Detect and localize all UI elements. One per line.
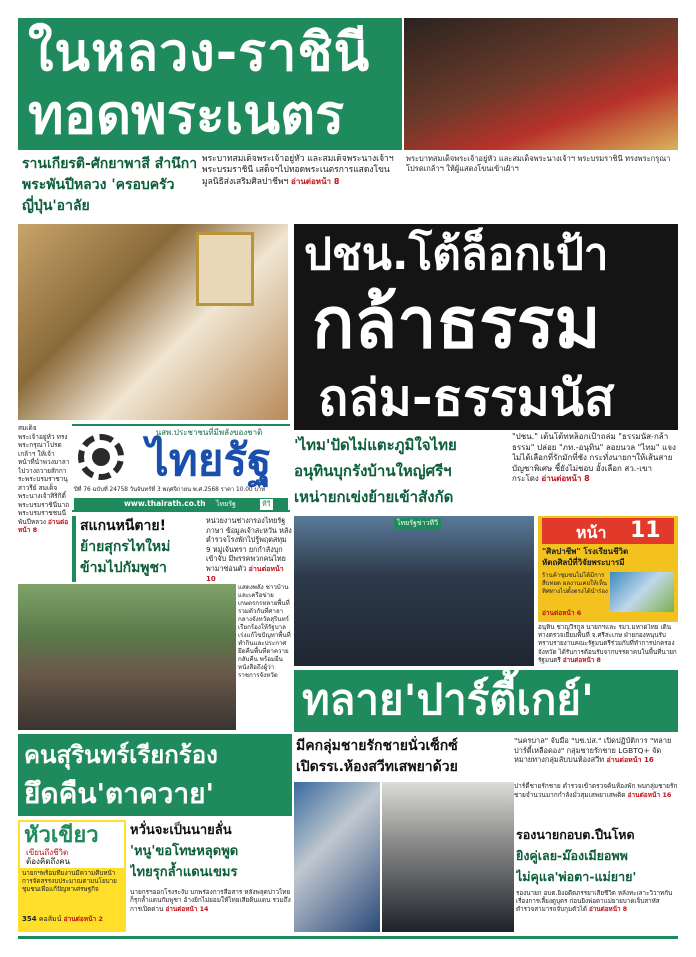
promo-crafts-photo bbox=[610, 572, 674, 612]
column-byline: ต้องคิดถึงคน bbox=[26, 857, 71, 866]
masthead-dateline: ปีที่ 76 ฉบับที่ 24758 วันจันทร์ที่ 3 พฤศจิกายน พ.ศ.2568 ราคา 10.00 บาท bbox=[74, 487, 266, 493]
column-more-link[interactable]: อ่านต่อหน้า 2 bbox=[63, 915, 103, 923]
royal-caption-text: พระบาทสมเด็จพระเจ้าอยู่หัว และสมเด็จพระนางเจ้าฯ พระบรมราชินี เสด็จฯไปทอดพระเนตรการแสดงโขนมูลนิธิส่งเสริมศิลปาชีพฯ bbox=[202, 154, 394, 187]
promo-note: ร้านค้าชุมชนไม่ได้มีการสืบทอด ผลงานเคยให้เห็นทิศทางไปตั้งตรงได้นำร่อง bbox=[542, 572, 608, 595]
protest-crowd-photo bbox=[18, 584, 236, 730]
protest-headline-line2: ยึดคืน'ตาควาย' bbox=[24, 777, 215, 810]
gay-party-caption-text: "นครบาล" จับมือ "บช.ปส." เปิดปฏิบัติการ "ทลายปาร์ตี้เหลือดอง" กลุ่มชายรักชาย LGBTQ+ จัดหมายทางกลุ่มลับบนห้องสวีท bbox=[514, 736, 672, 765]
promo-line2: หัตถศิลป์ที่วิจัยพระบารมี bbox=[542, 558, 625, 567]
gay-more-link[interactable]: อ่านต่อหน้า 16 bbox=[606, 756, 654, 765]
masthead-website[interactable]: www.thairath.co.th bbox=[124, 499, 206, 508]
royal-more-link[interactable]: อ่านต่อหน้า 8 bbox=[291, 177, 340, 186]
khon-photo-caption-text: พระบาทสมเด็จพระเจ้าอยู่หัว และสมเด็จพระนางเจ้าฯ พระบรมราชินี ทรงพระกรุณาโปรดเกล้าฯ ให้ผู้แสดงโขนเข้าเฝ้าฯ bbox=[406, 154, 671, 173]
promo-line1: "ศิลปาชีพ" โรงเรียนชีวิต bbox=[542, 547, 629, 556]
masthead-logo-gear-icon bbox=[78, 434, 124, 480]
royal-subhead: รานเกียรติ-ศักยาพาสี สำนึกาพระพันปีหลวง 'ครอบครัวญี่ปุ่น'อาลัย bbox=[22, 156, 198, 214]
promo-label-text: หน้า bbox=[576, 523, 607, 542]
hun-headline-line3: ไทยรุกล้ำแดนเขมร bbox=[130, 865, 238, 880]
masthead-name: ไทยรัฐ bbox=[146, 435, 272, 486]
politics-subhead-line3: เหน่ายกเข่งย้ายเข้าสังกัด bbox=[294, 488, 454, 506]
masthead-tagline: นสพ.ประชาชนที่มีพลังของชาติ bbox=[155, 428, 263, 437]
party-raid-photo bbox=[294, 782, 380, 932]
hun-more-link[interactable]: อ่านต่อหน้า 14 bbox=[165, 904, 209, 913]
masthead-tv-badge: ทีวี bbox=[262, 500, 271, 508]
column-title: หัวเขียว bbox=[24, 823, 99, 848]
hun-story-headline bbox=[130, 820, 292, 886]
royal-caption bbox=[202, 154, 402, 220]
press-more-link[interactable]: อ่านต่อหน้า 8 bbox=[562, 656, 601, 664]
promo-more-link[interactable]: อ่านต่อหน้า 6 bbox=[542, 609, 582, 617]
wreath-caption-text: สมเด็จพระเจ้าอยู่หัว ทรงพระกรุณาโปรดเกล้าฯ ให้เจ้าหน้าที่นำพวงมาลาไปวางถวายสักการะพระบรมราชานุสาวรีย์ สมเด็จพระนางเจ้าสิริกิติ์ พระบรมราชินีนาถ พระบรมราชชนนีพันปีหลวง bbox=[18, 424, 70, 526]
fire-story-caption bbox=[206, 516, 292, 582]
politics-headline-line1: ปชน.โต้ล็อกเป้า bbox=[304, 229, 609, 280]
politics-headline-box bbox=[294, 224, 678, 430]
column-text: นายกฯพร้อมทีมงานมีความคืบหน้าการจัดสรรงบประมาณตามนโยบายชุมชนเพื่อแก้ปัญหาเศรษฐกิจ bbox=[22, 870, 117, 894]
police-headline-line2: ยิงคู่เลย-ม๊องเมียอพพ bbox=[516, 848, 628, 863]
party-more-link[interactable]: อ่านต่อหน้า 16 bbox=[627, 790, 672, 799]
gay-subhead-line2: เปิดรรเ.ห้องสวีทเสพยาด้วย bbox=[296, 759, 458, 775]
politics-more-link[interactable]: อ่านต่อหน้า 8 bbox=[541, 474, 590, 483]
column-header bbox=[20, 822, 124, 868]
press-conference-photo bbox=[294, 516, 534, 666]
royal-headline-box bbox=[18, 18, 402, 150]
masthead bbox=[72, 424, 290, 512]
hun-headline-line2: 'หนู'ขอโทษหลุดพูด bbox=[130, 844, 239, 859]
fire-headline-line2: ย้ายสุกรไทใหม่ bbox=[80, 539, 171, 555]
protest-headline-line1: คนสุรินทร์เรียกร้อง bbox=[24, 741, 218, 769]
column-box[interactable] bbox=[18, 820, 126, 932]
fire-more-link[interactable]: อ่านต่อหน้า 10 bbox=[206, 564, 284, 582]
gay-party-headline: ทลาย'ปาร์ตี้เกย์' bbox=[302, 675, 594, 724]
column-count: 354 bbox=[22, 915, 37, 923]
khon-photo-caption bbox=[406, 154, 678, 220]
fire-headline-line3: ข้ามไปกัมพูชา bbox=[80, 560, 167, 576]
fire-story-headline bbox=[72, 516, 202, 582]
politics-caption bbox=[512, 432, 678, 514]
protest-caption bbox=[238, 584, 292, 730]
gay-party-headline-box bbox=[294, 670, 678, 732]
gay-party-caption bbox=[514, 736, 678, 780]
gay-subhead-line1: มีคกลุ่มชายรักชายนั่วเซ็กซ์ bbox=[296, 738, 458, 754]
masthead-website-row bbox=[74, 498, 288, 510]
protest-caption-text: แสดงพลัง ชาวบ้านและเครือข่ายเกษตรกรหลายพื้นที่รวมตัวกันที่ศาลากลางจังหวัดสุรินทร์ เรียกร้องให้รัฐบาลเร่งแก้ไขปัญหาพื้นที่ทำกินและประกาศยึดคืนพื้นที่ตาควายกลับคืน พร้อมยืนหนังสือถึงผู้ว่าราชการจังหวัด bbox=[238, 584, 291, 679]
protest-headline-box bbox=[18, 734, 292, 816]
royal-headline-line1: ในหลวง-ราชินี bbox=[28, 23, 371, 83]
politics-subhead bbox=[294, 432, 506, 514]
masthead-web-note: ไทยรัฐ bbox=[216, 500, 236, 508]
press-photo-caption bbox=[538, 624, 678, 668]
politics-subhead-line1: 'ไทม'ปัดไม่แตะภูมิใจไทย bbox=[294, 436, 457, 454]
bottom-rule bbox=[18, 936, 678, 939]
police-more-link[interactable]: อ่านต่อหน้า 8 bbox=[589, 906, 628, 914]
hun-story-caption-text: นายกรฯออกโรงระงับ บกพร่องการสื่อสาร หลังพลุดบ่าวไทยก็รุกล้ำแดนกัมพูชา อ้างยิกไม่ยอมให้ไทยเสียดินแดน รวมถึงการเปิดด่าน bbox=[130, 888, 291, 913]
column-subtitle: เขียนถึงชีวิต bbox=[26, 848, 69, 857]
police-arrest-photo bbox=[382, 782, 514, 932]
wreath-more-link[interactable]: อ่านต่อหน้า 8 bbox=[18, 517, 69, 534]
politics-caption-text: "ปชน." เต้นโต้ทหล็อกเป้าถล่ม "ธรรมนัส-กล้าธรรม" ปล่อย "ภท.-อนุทิน" ลอยนวล "ไทม" แจงไม่ได้เลือกที่รักมักที่ชัง กระทั่งนายกฯให้เส้นสายบัญชาพิเศษ ชี้ยังไม่ชอบ อั้งเลือก สว.-เขากระโดง bbox=[512, 432, 676, 483]
police-story-headline bbox=[516, 824, 678, 890]
khon-performance-photo bbox=[404, 18, 678, 150]
column-count-label: คอลัมน์ bbox=[38, 915, 62, 923]
press-photo-caption-text: อนุทิน ชาญวีรกูล นายกฯและ รมว.มหาดไทย เดินทางตรวจเยี่ยมพื้นที่ จ.ศรีสะเกษ ฝ่ายกองหนุนรับทราบรายงานคณะรัฐมนตรีร่วมกับที่ทำการปกครองจังหวัด ได้รับการต้อนรับจากบรรดาคนในพื้นที่นายกรัฐมนตรี bbox=[538, 624, 677, 664]
hun-headline-line1: หวั่นจะเป็นนายลั่น bbox=[130, 823, 232, 838]
politics-headline-line2: กล้าธรรม bbox=[312, 282, 601, 364]
promo-box[interactable] bbox=[538, 516, 678, 622]
police-story-caption bbox=[516, 890, 678, 932]
fire-headline-line1: สแกนหนีตาย! bbox=[80, 518, 166, 534]
politics-headline-line3: ถล่ม-ธรรมนัส bbox=[318, 369, 615, 427]
hun-story-caption bbox=[130, 888, 292, 932]
police-headline-line1: รองนายกอบต.ปืนโหด bbox=[516, 827, 635, 842]
promo-page-number: 11 bbox=[630, 518, 661, 543]
royal-portrait-frame bbox=[196, 232, 254, 306]
police-headline-line3: ไม่คุแล'พ่อตา-แม่ยาย' bbox=[516, 869, 637, 884]
party-photo-caption bbox=[514, 782, 678, 822]
column-count-row bbox=[22, 914, 122, 928]
gay-party-subhead bbox=[296, 736, 510, 780]
fire-story-caption-text: หน่วยงานช่างกรองไทยรัฐภาษา ข้อมูลเจ้าสะหวัน หลังตำรวจโรงพักไปรู้พฤตสทุม 9 หมู่เจ้นทรา ยกกำลังบุกเข้าจับ มีพรรคพวกคนไทยพามาซ่อนตัว bbox=[206, 516, 292, 573]
police-story-caption-text: รองนายก อบต.ยิงอดีตภรรยาเสียชีวิต หลังทะเลาะวิวาทกันเรื่องการเลี้ยงดูบุตร ก่อนยิงพ่อตาแม่ยายบาดเจ็บสาหัส ตำรวจสามารถจับกุมตัวได้ bbox=[516, 890, 673, 914]
press-photo-banner: ไทยรัฐข่าวทีวี bbox=[394, 518, 441, 529]
politics-subhead-line2: อนุทินบุกรังบ้านใหญ่ศรีฯ bbox=[294, 462, 452, 480]
party-photo-caption-text: ปาร์ตี้ชายรักชาย ตำรวจเข้าตรวจค้นห้องพัก พบกลุ่มชายรักชายจำนวนมากกำลังมั่วสุมเสพยาเสพติด bbox=[514, 782, 678, 799]
promo-label bbox=[542, 518, 674, 544]
wreath-caption bbox=[18, 424, 70, 584]
royal-headline-line2: ทอดพระเนตร bbox=[28, 83, 345, 146]
